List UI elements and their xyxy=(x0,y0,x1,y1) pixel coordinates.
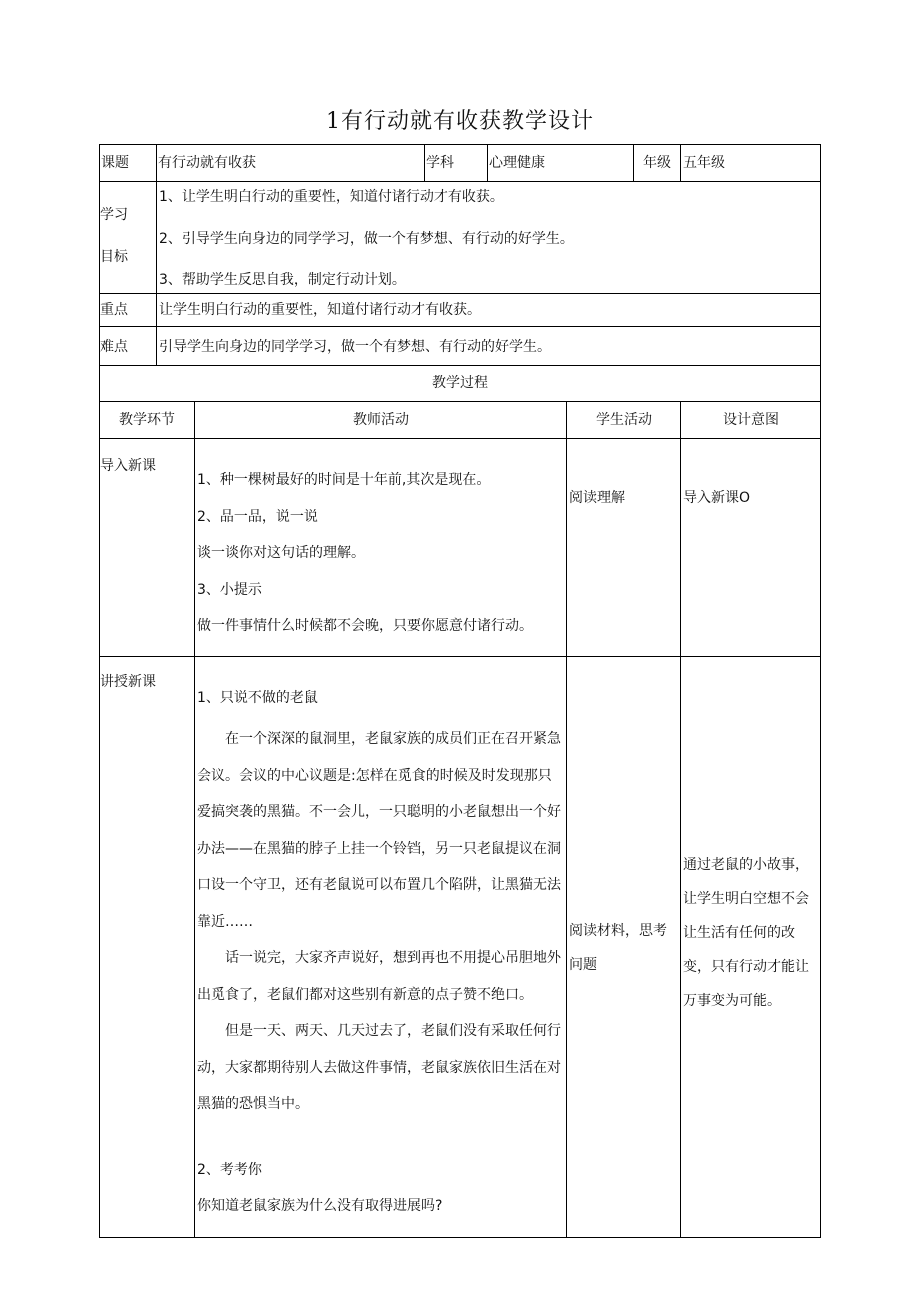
subject-value: 心理健康 xyxy=(489,155,545,171)
course-value: 有行动就有收获 xyxy=(158,155,256,171)
student-activity: 阅读材料，思考问题 xyxy=(569,923,667,973)
difficult-point-label: 难点 xyxy=(100,339,128,355)
teacher-line: 3、小提示 xyxy=(197,582,262,598)
subject-label: 学科 xyxy=(426,155,454,171)
grade-value: 五年级 xyxy=(683,155,725,171)
objectives-label-line2: 目标 xyxy=(100,249,128,265)
teacher-line: 1、种一棵树最好的时间是十年前,其次是现在。 xyxy=(197,472,491,488)
key-point-value: 让学生明白行动的重要性，知道付诸行动才有收获。 xyxy=(159,302,481,318)
difficult-point-value: 引导学生向身边的同学学习，做一个有梦想、有行动的好学生。 xyxy=(159,339,551,355)
story-paragraph: 话一说完，大家齐声说好，想到再也不用提心吊胆地外出觅食了，老鼠们都对这些别有新意的点子赞不绝口。 xyxy=(197,950,561,1003)
column-header: 教师活动 xyxy=(353,412,409,428)
key-point-label: 重点 xyxy=(100,302,128,318)
teacher-line: 谈一谈你对这句话的理解。 xyxy=(197,545,365,561)
stage-new-lesson: 讲授新课 xyxy=(100,674,156,690)
objective-item: 1、让学生明白行动的重要性，知道付诸行动才有收获。 xyxy=(159,189,504,205)
page-title: 1有行动就有收获教学设计 xyxy=(326,109,594,134)
objective-item: 2、引导学生向身边的同学学习，做一个有梦想、有行动的好学生。 xyxy=(159,231,574,247)
column-header: 设计意图 xyxy=(723,412,779,428)
design-intent: 通过老鼠的小故事，让学生明白空想不会让生活有任何的改变，只有行动才能让万事变为可能。 xyxy=(683,857,809,1009)
grade-label: 年级 xyxy=(643,155,671,171)
teacher-line: 你知道老鼠家族为什么没有取得进展吗? xyxy=(197,1198,443,1214)
course-label: 课题 xyxy=(101,155,129,171)
teacher-line: 1、只说不做的老鼠 xyxy=(197,690,318,706)
process-heading: 教学过程 xyxy=(432,375,488,391)
story-paragraph: 但是一天、两天、几天过去了，老鼠们没有采取任何行动，大家都期待别人去做这件事情，老鼠家族依旧生活在对黑猫的恐惧当中。 xyxy=(197,1023,561,1112)
student-activity: 阅读理解 xyxy=(569,490,625,506)
stage-intro: 导入新课 xyxy=(100,458,156,474)
story-paragraph: 在一个深深的鼠洞里，老鼠家族的成员们正在召开紧急会议。会议的中心议题是:怎样在觅食的时候及时发现那只爱搞突袭的黑猫。不一会儿，一只聪明的小老鼠想出一个好办法——在黑猫的脖子上挂一个铃铛，另一只老鼠提议在洞口设一个守卫，还有老鼠说可以布置几个陷阱，让黑猫无法靠近…… xyxy=(197,731,561,930)
teacher-line: 2、考考你 xyxy=(197,1162,262,1178)
design-intent: 导入新课O xyxy=(683,490,751,506)
story-text xyxy=(197,721,565,1123)
teacher-line: 2、品一品，说一说 xyxy=(197,509,318,525)
teacher-line: 做一件事情什么时候都不会晚，只要你愿意付诸行动。 xyxy=(197,618,533,634)
column-header: 教学环节 xyxy=(119,412,175,428)
objective-item: 3、帮助学生反思自我，制定行动计划。 xyxy=(159,272,406,288)
objectives-label-line1: 学习 xyxy=(100,207,128,223)
column-header: 学生活动 xyxy=(596,412,652,428)
